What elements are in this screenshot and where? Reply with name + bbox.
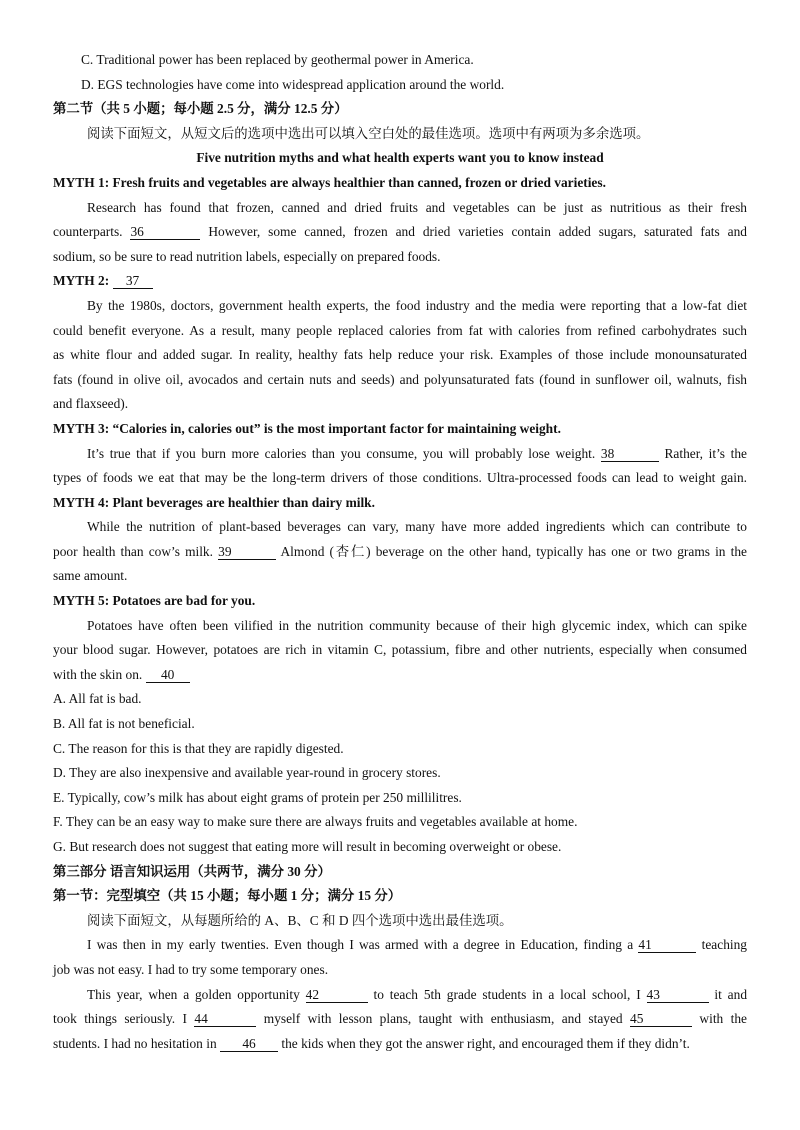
blank-46: 46 [220, 1037, 278, 1052]
option-c: C. The reason for this is that they are rapidly digested. [53, 740, 344, 756]
cloze-text: students. I had no hesitation in [53, 1035, 217, 1051]
option-g: G. But research does not suggest that eating more will result in becoming overweight or obese. [53, 839, 562, 854]
myth3-text: Rather, it’s the [664, 445, 747, 461]
cloze-line: job was not easy. I had to try some temporary ones. [53, 961, 329, 977]
myth4-line: same amount. [53, 568, 128, 584]
myth2-label: MYTH 2: [53, 273, 110, 289]
cloze-line [53, 983, 747, 1008]
myth3-line [53, 442, 747, 467]
option-b: B. All fat is not beneficial. [53, 716, 195, 732]
myth3-text: It’s true that if you burn more calories than you consume, you will probably lose weight. [87, 445, 596, 461]
myth5-line [53, 663, 747, 688]
myth5-heading: MYTH 5: Potatoes are bad for you. [53, 593, 256, 609]
cloze-text: it and [714, 986, 747, 1002]
cloze-text: myself with lesson plans, taught with enthusiasm, and stayed [263, 1011, 623, 1027]
myth4-text: Almond (杏仁) beverage on the other hand, typically has one or two grams in the [280, 543, 747, 559]
myth5-text: with the skin on. [53, 666, 143, 682]
cloze-text: This year, when a golden opportunity [87, 986, 300, 1002]
cloze-text: with the [699, 1011, 747, 1027]
cloze-line [53, 1007, 747, 1032]
blank-42: 42 [306, 988, 368, 1003]
blank-43: 43 [647, 988, 709, 1003]
blank-41: 41 [638, 938, 696, 953]
myth2-line: as white flour and added sugar. In reality, healthy fats help reduce your risk. Examples of those include monounsaturated [53, 347, 747, 363]
prev-option-d: D. EGS technologies have come into widespread application around the world. [81, 76, 505, 92]
myth1-line: sodium, so be sure to read nutrition labels, especially on prepared foods. [53, 248, 441, 264]
myth1-line [53, 220, 747, 245]
cloze-line [53, 933, 747, 958]
myth1-heading: MYTH 1: Fresh fruits and vegetables are always healthier than canned, frozen or dried varieties. [53, 174, 606, 190]
option-a: A. All fat is bad. [53, 691, 142, 707]
blank-44: 44 [194, 1012, 256, 1027]
section2-heading: 第二节（共 5 小题；每小题 2.5 分，满分 12.5 分） [53, 101, 348, 117]
myth4-text: poor health than cow’s milk. [53, 543, 213, 559]
myth5-line: Potatoes have often been vilified in the nutrition community because of their high glycemic index, which can spike [87, 617, 747, 633]
myth4-line: While the nutrition of plant-based beverages can vary, many have more added ingredients which can contribute to [87, 519, 747, 535]
blank-39: 39 [218, 545, 276, 560]
cloze-line [53, 1032, 747, 1057]
blank-40: 40 [146, 668, 190, 683]
blank-36: 36 [130, 225, 200, 240]
myth1-line: Research has found that frozen, canned and dried fruits and vegetables can be just as nutritious as their fresh [87, 199, 747, 215]
myth1-text: counterparts. [53, 224, 123, 240]
exam-page [53, 48, 747, 1056]
myth2-line: fats (found in olive oil, avocados and certain nuts and seeds) and polyunsaturated fats (found in sunflower oil, walnuts, fish [53, 371, 747, 387]
option-f: F. They can be an easy way to make sure there are always fruits and vegetables available at home. [53, 814, 578, 830]
blank-45: 45 [630, 1012, 692, 1027]
myth3-line: types of foods we eat that may be the long-term drivers of those conditions. Ultra-processed foods can lead to weight gain. [53, 470, 747, 486]
part3-subheading: 第一节：完型填空（共 15 小题；每小题 1 分；满分 15 分） [53, 888, 402, 904]
cloze-text: to teach 5th grade students in a local school, I [373, 986, 641, 1002]
myth4-heading: MYTH 4: Plant beverages are healthier than dairy milk. [53, 494, 375, 510]
part3-heading: 第三部分 语言知识运用（共两节，满分 30 分） [53, 863, 331, 879]
cloze-text: took things seriously. I [53, 1011, 187, 1027]
part3-instruction: 阅读下面短文，从每题所给的 A、B、C 和 D 四个选项中选出最佳选项。 [87, 912, 513, 928]
blank-37: 37 [113, 274, 153, 289]
myth2-heading [53, 269, 747, 294]
prev-option-c: C. Traditional power has been replaced by geothermal power in America. [81, 52, 474, 67]
option-e: E. Typically, cow’s milk has about eight grams of protein per 250 millilitres. [53, 789, 462, 805]
myth2-line: By the 1980s, doctors, government health experts, the food industry and the media were reporting that a low-fat diet [87, 297, 747, 313]
blank-38: 38 [601, 447, 659, 462]
passage-title: Five nutrition myths and what health experts want you to know instead [196, 150, 604, 166]
myth5-line: your blood sugar. However, potatoes are rich in vitamin C, potassium, fibre and other nutrients, especially when consumed [53, 642, 747, 658]
myth3-heading: MYTH 3: “Calories in, calories out” is the most important factor for maintaining weight. [53, 420, 561, 436]
section2-instruction: 阅读下面短文，从短文后的选项中选出可以填入空白处的最佳选项。选项中有两项为多余选项。 [87, 125, 650, 141]
option-d: D. They are also inexpensive and available year-round in grocery stores. [53, 765, 441, 781]
myth2-line: could benefit everyone. As a result, many people replaced calories from fat with calories from refined carbohydrates such [53, 322, 747, 338]
cloze-text: I was then in my early twenties. Even though I was armed with a degree in Education, finding a [87, 937, 634, 953]
cloze-text: teaching [701, 937, 747, 953]
myth1-text: However, some canned, frozen and dried varieties contain added sugars, saturated fats and [208, 224, 747, 240]
myth2-line: and flaxseed). [53, 396, 129, 412]
myth4-line [53, 540, 747, 565]
cloze-text: the kids when they got the answer right, and encouraged them if they didn’t. [281, 1035, 690, 1051]
